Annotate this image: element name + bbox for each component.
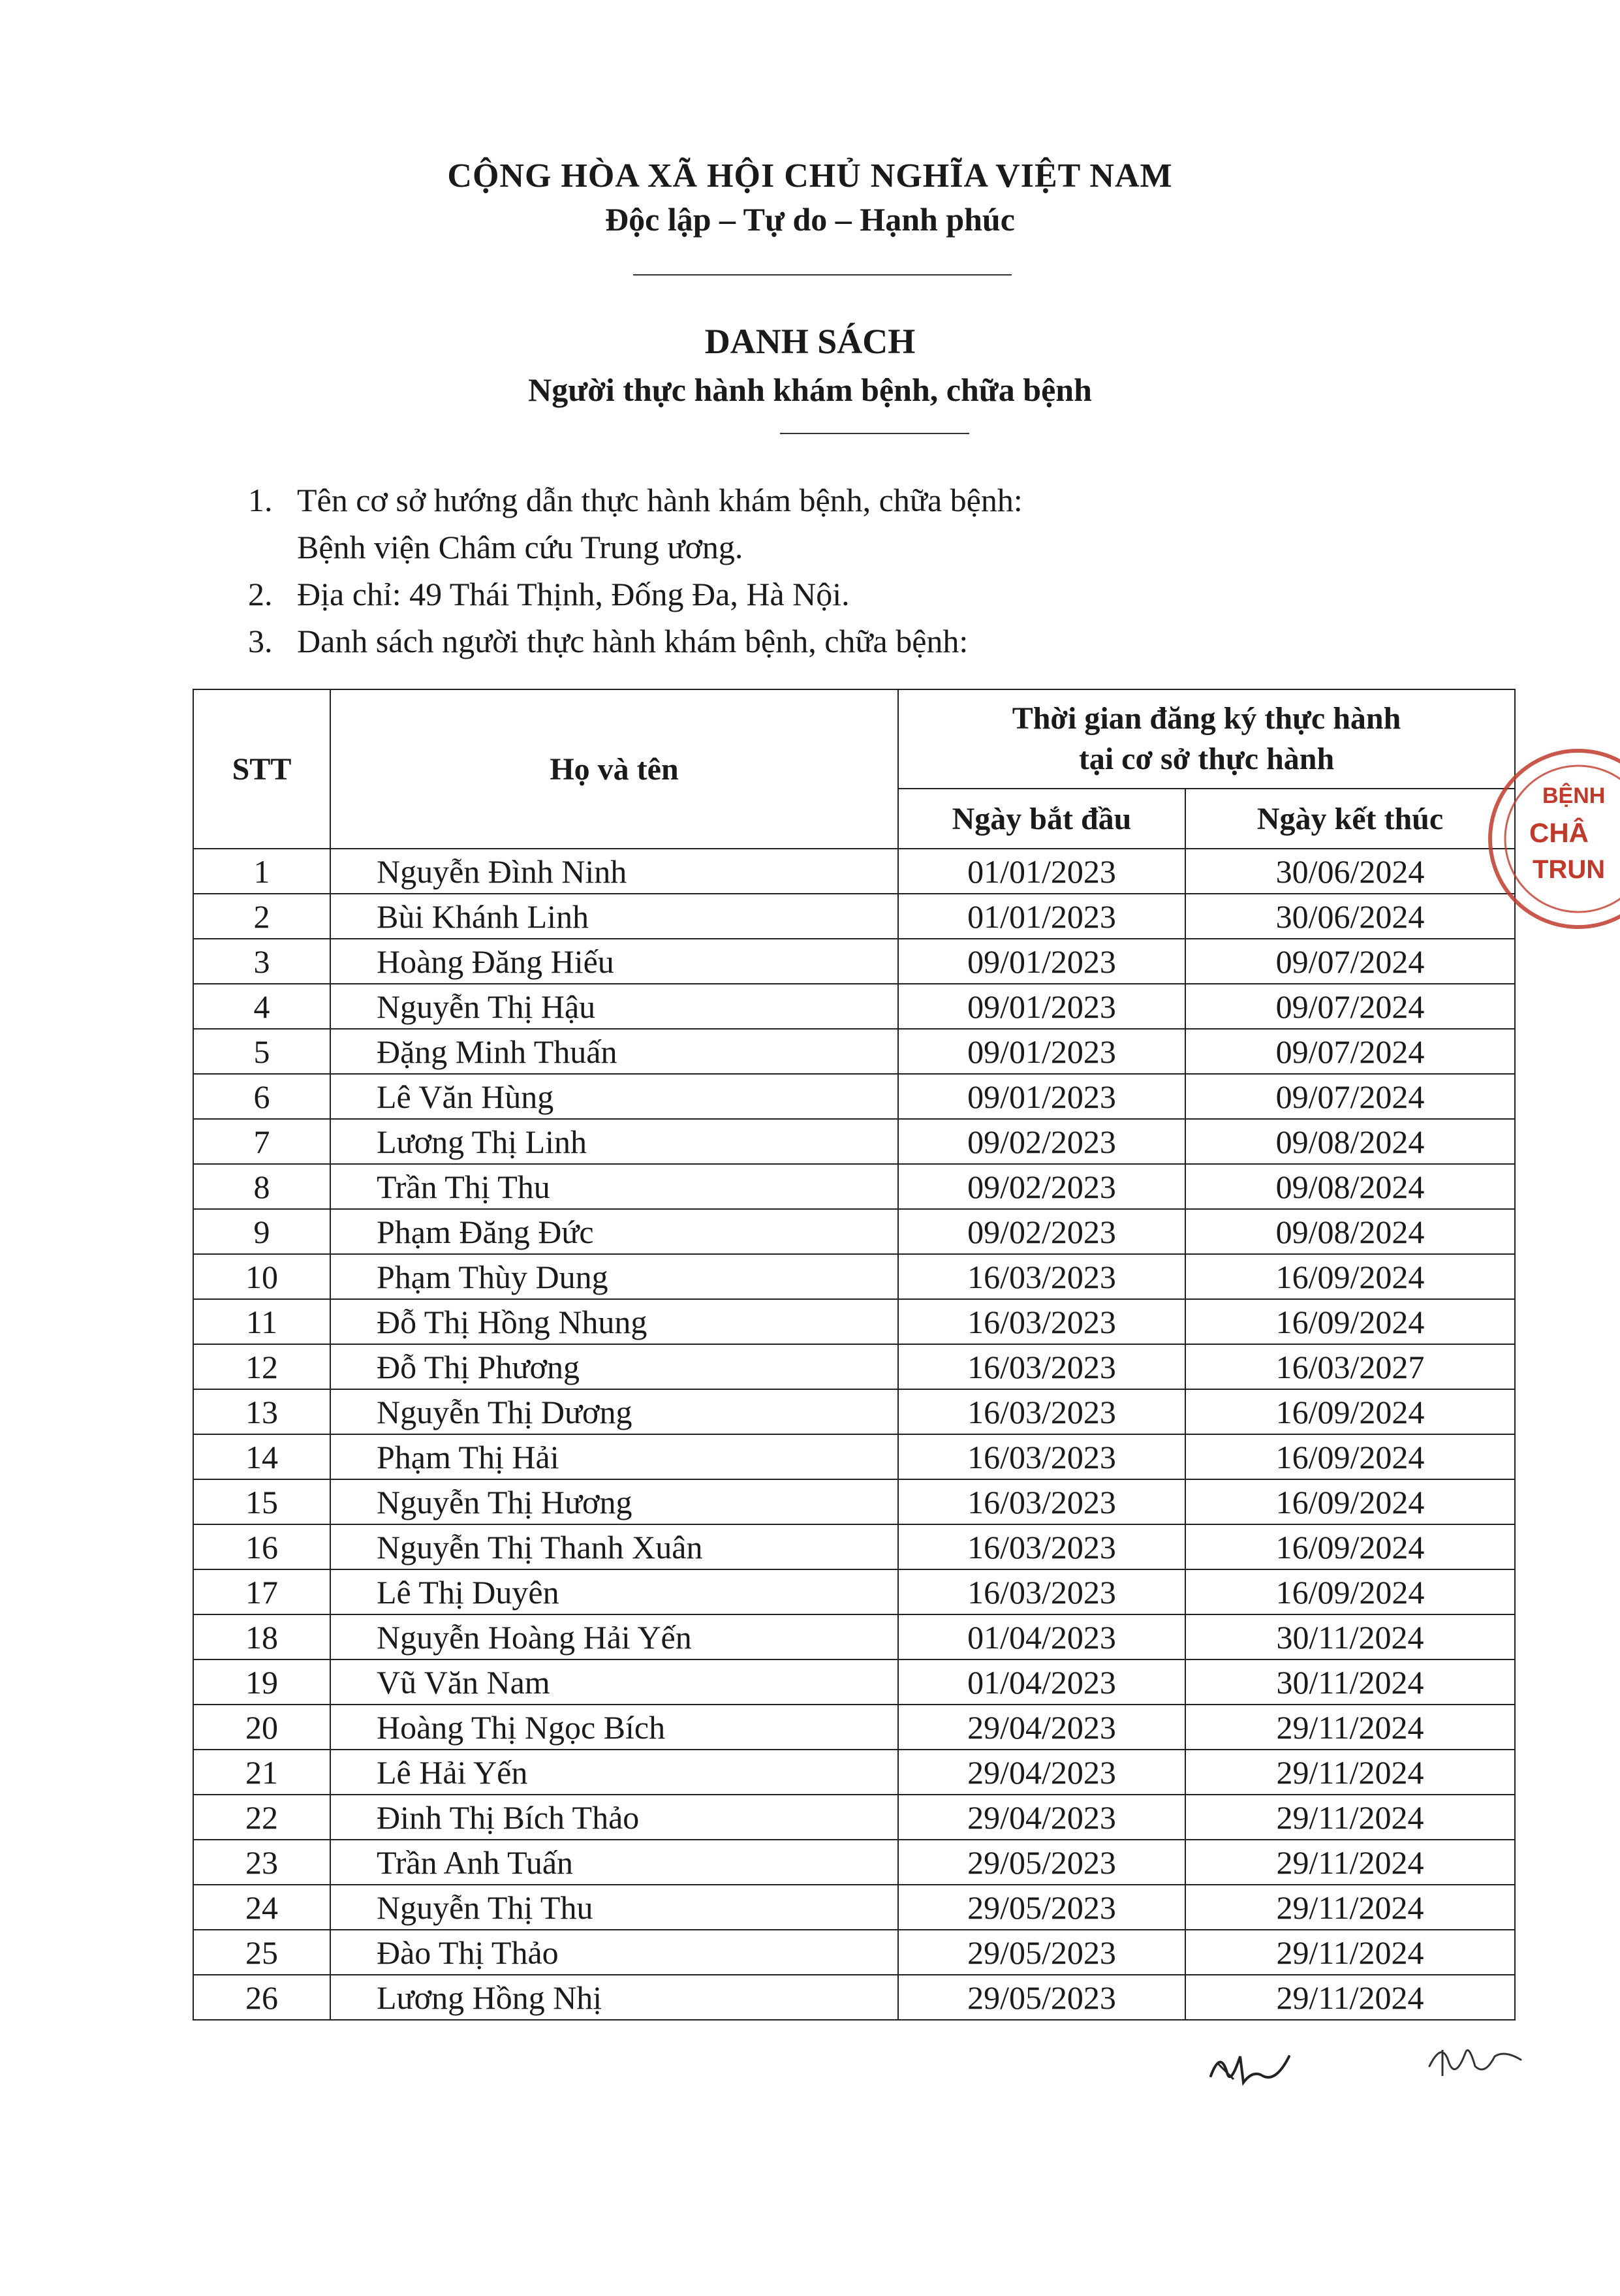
header-stt: STT [193,689,330,849]
cell-start-date: 16/03/2023 [898,1524,1185,1569]
header-name: Họ và tên [330,689,898,849]
cell-end-date: 29/11/2024 [1185,1750,1515,1795]
cell-start-date: 29/05/2023 [898,1930,1185,1975]
cell-start-date: 09/01/2023 [898,984,1185,1029]
cell-start-date: 29/04/2023 [898,1795,1185,1840]
cell-name: Lê Văn Hùng [330,1074,898,1119]
red-seal-stamp [1480,741,1620,937]
seal-text-line2: CHÂ [1529,817,1589,848]
cell-stt: 25 [193,1930,330,1975]
cell-name: Hoàng Thị Ngọc Bích [330,1705,898,1750]
cell-name: Nguyễn Hoàng Hải Yến [330,1614,898,1659]
cell-name: Trần Anh Tuấn [330,1840,898,1885]
cell-name: Lương Hồng Nhị [330,1975,898,2020]
title-main: DANH SÁCH [704,322,916,361]
info-item-text: Danh sách người thực hành khám bệnh, chữa bệnh: [297,623,969,659]
cell-start-date: 01/04/2023 [898,1659,1185,1705]
table-row [193,1299,1515,1344]
cell-name: Nguyễn Thị Hậu [330,984,898,1029]
info-item-3 [248,618,1023,665]
header-divider [633,274,1012,275]
table-row [193,1795,1515,1840]
cell-end-date: 29/11/2024 [1185,1705,1515,1750]
cell-stt: 17 [193,1569,330,1614]
cell-stt: 8 [193,1164,330,1209]
header-period [898,689,1515,789]
cell-start-date: 09/02/2023 [898,1209,1185,1254]
cell-start-date: 29/05/2023 [898,1885,1185,1930]
cell-end-date: 30/06/2024 [1185,849,1515,894]
cell-start-date: 09/01/2023 [898,1029,1185,1074]
info-list [248,477,1023,665]
cell-name: Nguyễn Thị Thanh Xuân [330,1524,898,1569]
cell-name: Nguyễn Thị Dương [330,1389,898,1434]
table-row [193,1479,1515,1524]
national-header [0,157,1620,238]
cell-name: Đặng Minh Thuấn [330,1029,898,1074]
table-row [193,1209,1515,1254]
cell-stt: 20 [193,1705,330,1750]
national-name: CỘNG HÒA XÃ HỘI CHỦ NGHĨA VIỆT NAM [447,157,1173,195]
cell-stt: 2 [193,894,330,939]
cell-start-date: 09/02/2023 [898,1119,1185,1164]
cell-start-date: 09/01/2023 [898,1074,1185,1119]
cell-stt: 1 [193,849,330,894]
info-item-number: 1. [248,482,273,518]
table-row [193,1840,1515,1885]
cell-name: Đào Thị Thảo [330,1930,898,1975]
cell-stt: 21 [193,1750,330,1795]
cell-end-date: 16/09/2024 [1185,1524,1515,1569]
cell-start-date: 16/03/2023 [898,1434,1185,1479]
cell-stt: 26 [193,1975,330,2020]
cell-start-date: 29/04/2023 [898,1750,1185,1795]
table-row [193,1750,1515,1795]
cell-stt: 9 [193,1209,330,1254]
cell-end-date: 16/09/2024 [1185,1254,1515,1299]
info-item-number: 3. [248,623,273,659]
cell-end-date: 29/11/2024 [1185,1930,1515,1975]
header-period-line1: Thời gian đăng ký thực hành [1012,701,1401,736]
table-row [193,1164,1515,1209]
info-item-1-value: Bệnh viện Châm cứu Trung ương. [297,529,743,565]
title-divider [780,433,969,434]
cell-end-date: 16/09/2024 [1185,1434,1515,1479]
table-row [193,1029,1515,1074]
initial-signature-right [1423,2030,1534,2089]
cell-end-date: 30/06/2024 [1185,894,1515,939]
info-item-number: 2. [248,576,273,612]
cell-start-date: 09/02/2023 [898,1164,1185,1209]
initial-signature-left [1204,2037,1296,2096]
table-row [193,1614,1515,1659]
header-end-date: Ngày kết thúc [1185,789,1515,849]
cell-start-date: 09/01/2023 [898,939,1185,984]
table-row [193,984,1515,1029]
cell-end-date: 09/08/2024 [1185,1209,1515,1254]
cell-start-date: 29/04/2023 [898,1705,1185,1750]
cell-name: Phạm Thị Hải [330,1434,898,1479]
cell-stt: 14 [193,1434,330,1479]
cell-name: Nguyễn Thị Thu [330,1885,898,1930]
cell-stt: 7 [193,1119,330,1164]
table-row [193,1434,1515,1479]
cell-name: Bùi Khánh Linh [330,894,898,939]
seal-text-line1: BỆNH [1542,783,1606,808]
cell-end-date: 09/07/2024 [1185,1029,1515,1074]
table-body [193,849,1515,2020]
cell-stt: 16 [193,1524,330,1569]
cell-stt: 11 [193,1299,330,1344]
cell-stt: 12 [193,1344,330,1389]
cell-stt: 22 [193,1795,330,1840]
document-title [0,321,1620,409]
cell-end-date: 09/07/2024 [1185,1074,1515,1119]
cell-stt: 6 [193,1074,330,1119]
table-row [193,1524,1515,1569]
table-row [193,1885,1515,1930]
cell-stt: 13 [193,1389,330,1434]
table-row [193,1659,1515,1705]
cell-name: Vũ Văn Nam [330,1659,898,1705]
cell-start-date: 01/01/2023 [898,894,1185,939]
info-item-text: Địa chỉ: 49 Thái Thịnh, Đống Đa, Hà Nội. [297,576,850,612]
cell-stt: 15 [193,1479,330,1524]
info-item-text: Tên cơ sở hướng dẫn thực hành khám bệnh, chữa bệnh: [297,482,1023,518]
cell-end-date: 09/08/2024 [1185,1164,1515,1209]
cell-name: Đinh Thị Bích Thảo [330,1795,898,1840]
cell-end-date: 30/11/2024 [1185,1659,1515,1705]
cell-name: Lê Hải Yến [330,1750,898,1795]
cell-end-date: 09/08/2024 [1185,1119,1515,1164]
cell-stt: 19 [193,1659,330,1705]
cell-name: Phạm Thùy Dung [330,1254,898,1299]
practitioner-table [193,689,1516,2021]
cell-end-date: 29/11/2024 [1185,1885,1515,1930]
cell-name: Lương Thị Linh [330,1119,898,1164]
cell-end-date: 16/09/2024 [1185,1389,1515,1434]
cell-name: Đỗ Thị Phương [330,1344,898,1389]
cell-start-date: 16/03/2023 [898,1254,1185,1299]
cell-end-date: 16/09/2024 [1185,1479,1515,1524]
cell-start-date: 29/05/2023 [898,1840,1185,1885]
cell-stt: 23 [193,1840,330,1885]
header-period-line2: tại cơ sở thực hành [1078,742,1335,776]
cell-end-date: 09/07/2024 [1185,939,1515,984]
cell-name: Trần Thị Thu [330,1164,898,1209]
table-row [193,1344,1515,1389]
cell-end-date: 16/09/2024 [1185,1299,1515,1344]
table-header [193,689,1515,849]
cell-stt: 24 [193,1885,330,1930]
cell-name: Nguyễn Đình Ninh [330,849,898,894]
table-row [193,1119,1515,1164]
cell-end-date: 16/03/2027 [1185,1344,1515,1389]
table-row [193,1569,1515,1614]
cell-start-date: 01/04/2023 [898,1614,1185,1659]
table-row [193,894,1515,939]
national-motto: Độc lập – Tự do – Hạnh phúc [605,201,1015,238]
cell-start-date: 16/03/2023 [898,1389,1185,1434]
cell-name: Lê Thị Duyên [330,1569,898,1614]
title-sub: Người thực hành khám bệnh, chữa bệnh [528,371,1092,408]
cell-end-date: 09/07/2024 [1185,984,1515,1029]
cell-start-date: 01/01/2023 [898,849,1185,894]
cell-name: Phạm Đăng Đức [330,1209,898,1254]
cell-end-date: 16/09/2024 [1185,1569,1515,1614]
seal-text-line3: TRUN [1533,855,1606,884]
table-row [193,1389,1515,1434]
cell-start-date: 29/05/2023 [898,1975,1185,2020]
table-row [193,849,1515,894]
cell-stt: 18 [193,1614,330,1659]
info-item-1 [248,477,1023,524]
cell-start-date: 16/03/2023 [898,1569,1185,1614]
table-row [193,1254,1515,1299]
table-row [193,939,1515,984]
cell-stt: 5 [193,1029,330,1074]
cell-start-date: 16/03/2023 [898,1299,1185,1344]
cell-end-date: 29/11/2024 [1185,1840,1515,1885]
cell-stt: 10 [193,1254,330,1299]
header-start-date: Ngày bắt đầu [898,789,1185,849]
cell-end-date: 29/11/2024 [1185,1975,1515,2020]
cell-name: Hoàng Đăng Hiếu [330,939,898,984]
table-row [193,1074,1515,1119]
cell-name: Nguyễn Thị Hương [330,1479,898,1524]
cell-stt: 4 [193,984,330,1029]
cell-end-date: 30/11/2024 [1185,1614,1515,1659]
table-row [193,1705,1515,1750]
cell-end-date: 29/11/2024 [1185,1795,1515,1840]
cell-start-date: 16/03/2023 [898,1479,1185,1524]
cell-start-date: 16/03/2023 [898,1344,1185,1389]
cell-stt: 3 [193,939,330,984]
table-row [193,1975,1515,2020]
info-item-2 [248,571,1023,618]
table-row [193,1930,1515,1975]
cell-name: Đỗ Thị Hồng Nhung [330,1299,898,1344]
